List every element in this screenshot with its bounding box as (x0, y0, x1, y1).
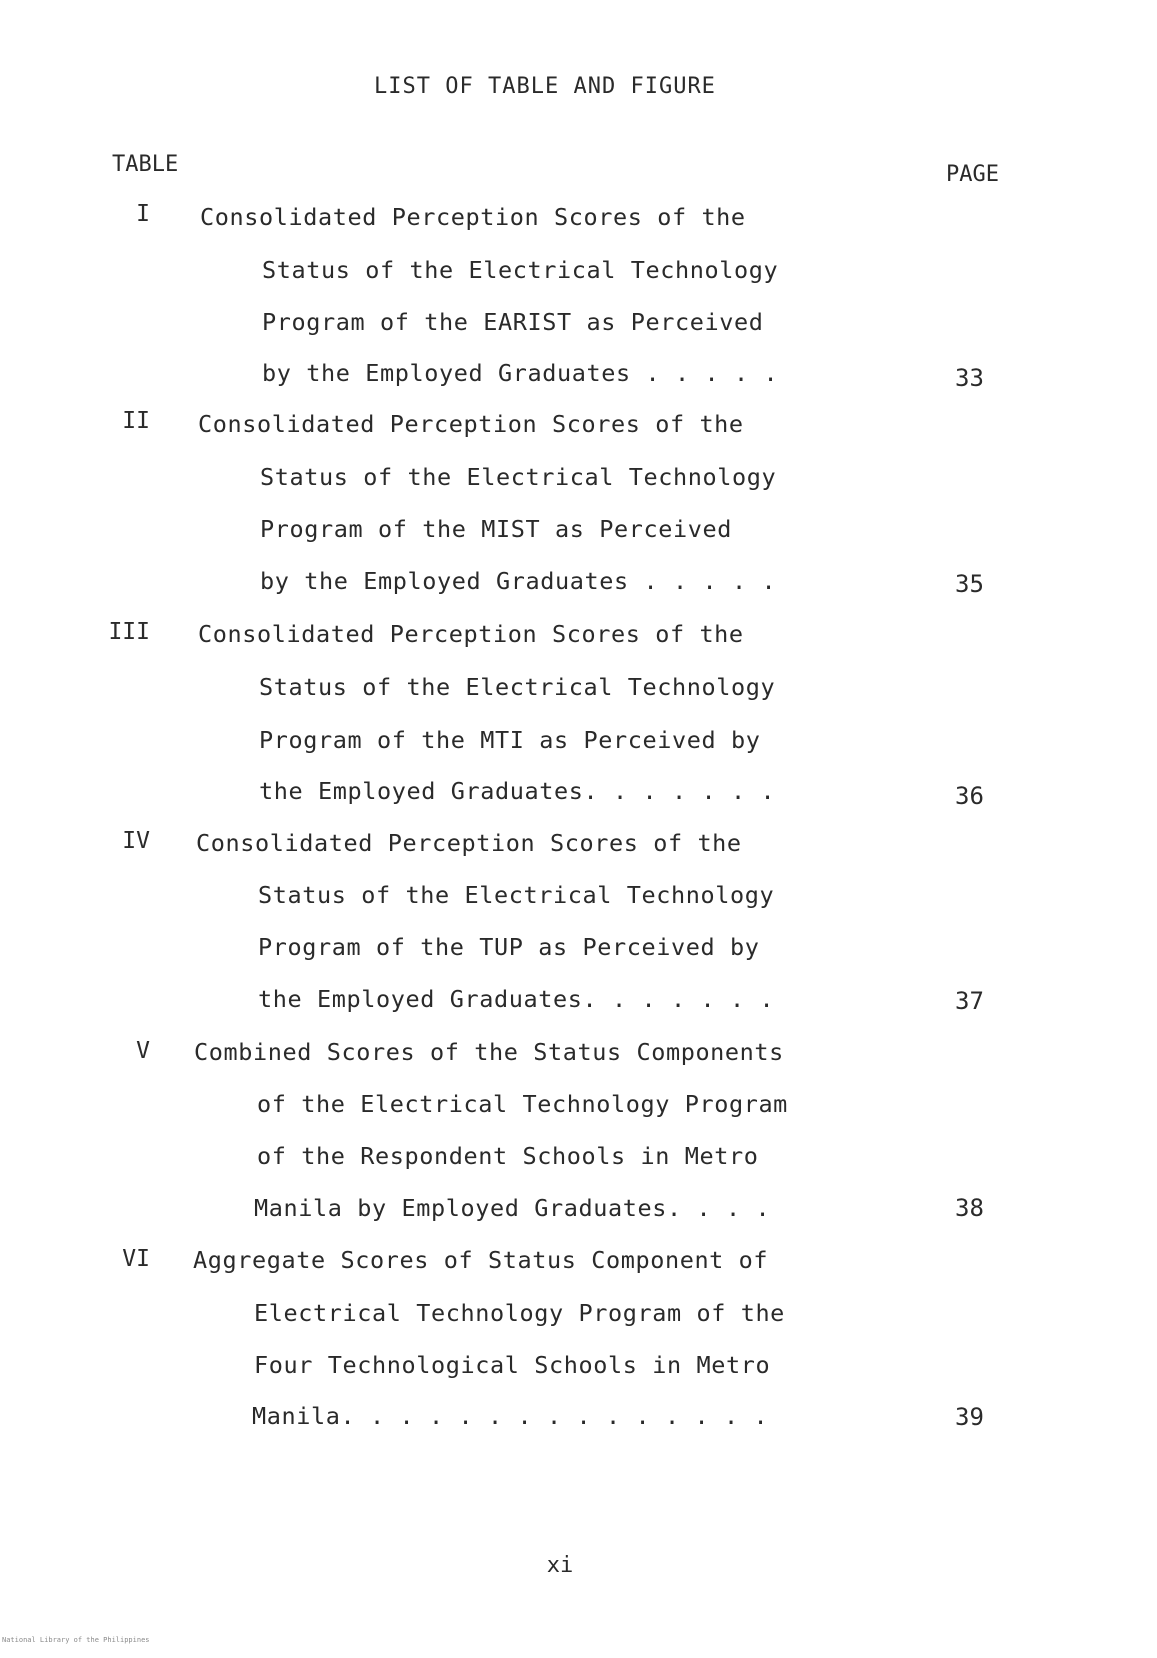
entry-title-line: Consolidated Perception Scores of the (196, 829, 742, 857)
entry-page-number: 33 (955, 364, 984, 392)
entry-numeral: II (122, 408, 150, 434)
entry-numeral: I (136, 201, 150, 227)
entry-title-line: the Employed Graduates. . . . . . . (258, 985, 775, 1013)
entry-title-line: Manila. . . . . . . . . . . . . . . (252, 1402, 769, 1430)
entry-title-line: Status of the Electrical Technology (262, 256, 779, 284)
entry-title-line: Status of the Electrical Technology (260, 463, 777, 491)
table-column-header: TABLE (112, 152, 179, 177)
page-column-header: PAGE (946, 162, 999, 187)
library-imprint: National Library of the Philippines (2, 1636, 150, 1644)
page-title: LIST OF TABLE AND FIGURE (374, 74, 716, 99)
entry-numeral: IV (122, 828, 150, 854)
entry-title-line: of the Respondent Schools in Metro (257, 1142, 759, 1170)
entry-title-line: of the Electrical Technology Program (257, 1090, 788, 1118)
entry-page-number: 36 (955, 782, 984, 810)
entry-title-line: Program of the TUP as Perceived by (258, 933, 760, 961)
page-number: xi (546, 1553, 574, 1578)
entry-numeral: V (136, 1038, 150, 1064)
entry-title-line: Status of the Electrical Technology (258, 881, 775, 909)
entry-page-number: 35 (955, 570, 984, 598)
entry-title-line: Aggregate Scores of Status Component of (193, 1246, 769, 1274)
entry-title-line: Program of the MTI as Perceived by (259, 726, 761, 754)
entry-page-number: 39 (955, 1403, 984, 1431)
entry-title-line: Four Technological Schools in Metro (254, 1351, 771, 1379)
entry-title-line: the Employed Graduates. . . . . . . (259, 777, 776, 805)
entry-title-line: Consolidated Perception Scores of the (200, 203, 746, 231)
entry-title-line: Manila by Employed Graduates. . . . (254, 1194, 771, 1222)
entry-page-number: 38 (955, 1194, 984, 1222)
entry-title-line: Combined Scores of the Status Components (194, 1038, 784, 1066)
entry-numeral: III (108, 619, 150, 645)
entry-title-line: Status of the Electrical Technology (259, 673, 776, 701)
entry-title-line: by the Employed Graduates . . . . . (262, 359, 779, 387)
entry-title-line: Consolidated Perception Scores of the (198, 620, 744, 648)
entry-title-line: by the Employed Graduates . . . . . (260, 567, 777, 595)
entry-title-line: Electrical Technology Program of the (254, 1299, 785, 1327)
entry-page-number: 37 (955, 987, 984, 1015)
entry-title-line: Program of the EARIST as Perceived (262, 308, 764, 336)
entry-title-line: Program of the MIST as Perceived (260, 515, 732, 543)
entry-title-line: Consolidated Perception Scores of the (198, 410, 744, 438)
entry-numeral: VI (122, 1246, 150, 1272)
